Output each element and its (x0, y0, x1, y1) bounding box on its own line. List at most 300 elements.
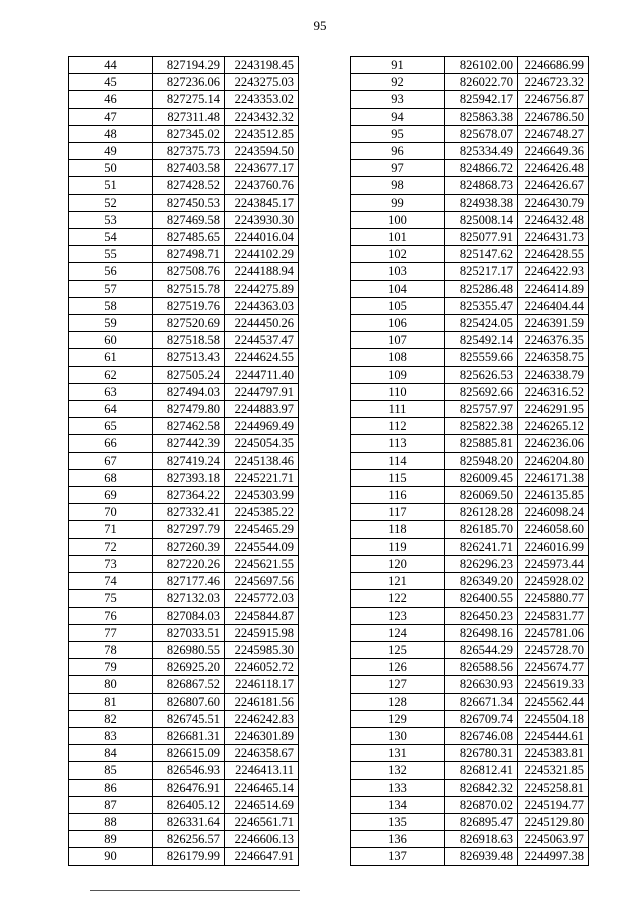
table-row (69, 796, 299, 813)
point-number-cell: 90 (69, 848, 153, 865)
x-coordinate-cell: 826681.31 (153, 727, 225, 744)
x-coordinate-cell: 827236.06 (153, 74, 225, 91)
y-coordinate-cell: 2243677.17 (225, 160, 299, 177)
x-coordinate-cell: 826185.70 (445, 521, 518, 538)
point-number-cell: 114 (351, 452, 445, 469)
table-row (351, 831, 589, 848)
y-coordinate-cell: 2245054.35 (225, 435, 299, 452)
x-coordinate-cell: 827311.48 (153, 108, 225, 125)
table-row (351, 469, 589, 486)
y-coordinate-cell: 2246606.13 (225, 831, 299, 848)
point-number-cell: 46 (69, 91, 153, 108)
y-coordinate-cell: 2245063.97 (518, 831, 589, 848)
x-coordinate-cell: 825286.48 (445, 280, 518, 297)
point-number-cell: 50 (69, 160, 153, 177)
table-row (69, 762, 299, 779)
point-number-cell: 92 (351, 74, 445, 91)
point-number-cell: 52 (69, 194, 153, 211)
y-coordinate-cell: 2243432.32 (225, 108, 299, 125)
y-coordinate-cell: 2245504.18 (518, 710, 589, 727)
x-coordinate-cell: 825885.81 (445, 435, 518, 452)
y-coordinate-cell: 2245831.77 (518, 607, 589, 624)
x-coordinate-cell: 825147.62 (445, 246, 518, 263)
table-row (351, 177, 589, 194)
y-coordinate-cell: 2244797.91 (225, 383, 299, 400)
x-coordinate-cell: 825678.07 (445, 125, 518, 142)
point-number-cell: 84 (69, 745, 153, 762)
y-coordinate-cell: 2246358.67 (225, 745, 299, 762)
x-coordinate-cell: 825822.38 (445, 418, 518, 435)
point-number-cell: 87 (69, 796, 153, 813)
table-row (69, 143, 299, 160)
point-number-cell: 107 (351, 332, 445, 349)
footer-rule (90, 890, 300, 891)
table-row (351, 418, 589, 435)
point-number-cell: 111 (351, 401, 445, 418)
point-number-cell: 117 (351, 504, 445, 521)
x-coordinate-cell: 827518.58 (153, 332, 225, 349)
point-number-cell: 122 (351, 590, 445, 607)
point-number-cell: 99 (351, 194, 445, 211)
point-number-cell: 115 (351, 469, 445, 486)
point-number-cell: 119 (351, 538, 445, 555)
table-row (351, 779, 589, 796)
point-number-cell: 45 (69, 74, 153, 91)
table-row (69, 194, 299, 211)
point-number-cell: 135 (351, 813, 445, 830)
x-coordinate-cell: 825948.20 (445, 452, 518, 469)
table-row (351, 590, 589, 607)
y-coordinate-cell: 2243594.50 (225, 143, 299, 160)
point-number-cell: 54 (69, 229, 153, 246)
point-number-cell: 51 (69, 177, 153, 194)
table-row (69, 659, 299, 676)
y-coordinate-cell: 2246316.52 (518, 383, 589, 400)
point-number-cell: 103 (351, 263, 445, 280)
y-coordinate-cell: 2246404.44 (518, 297, 589, 314)
x-coordinate-cell: 825217.17 (445, 263, 518, 280)
table-row (69, 504, 299, 521)
point-number-cell: 118 (351, 521, 445, 538)
point-number-cell: 116 (351, 487, 445, 504)
table-row (69, 590, 299, 607)
table-row (351, 573, 589, 590)
point-number-cell: 48 (69, 125, 153, 142)
x-coordinate-cell: 827515.78 (153, 280, 225, 297)
point-number-cell: 110 (351, 383, 445, 400)
x-coordinate-cell: 827132.03 (153, 590, 225, 607)
x-coordinate-cell: 826588.56 (445, 659, 518, 676)
table-row (351, 710, 589, 727)
table-row (69, 452, 299, 469)
table-row (351, 813, 589, 830)
x-coordinate-cell: 827177.46 (153, 573, 225, 590)
x-coordinate-cell: 826544.29 (445, 641, 518, 658)
y-coordinate-cell: 2243198.45 (225, 57, 299, 74)
point-number-cell: 55 (69, 246, 153, 263)
point-number-cell: 53 (69, 211, 153, 228)
table-row (69, 263, 299, 280)
table-row (69, 108, 299, 125)
y-coordinate-cell: 2246430.79 (518, 194, 589, 211)
x-coordinate-cell: 827442.39 (153, 435, 225, 452)
x-coordinate-cell: 827428.52 (153, 177, 225, 194)
point-number-cell: 136 (351, 831, 445, 848)
point-number-cell: 77 (69, 624, 153, 641)
y-coordinate-cell: 2246428.55 (518, 246, 589, 263)
y-coordinate-cell: 2246391.59 (518, 315, 589, 332)
point-number-cell: 97 (351, 160, 445, 177)
table-row (351, 693, 589, 710)
y-coordinate-cell: 2244711.40 (225, 366, 299, 383)
x-coordinate-cell: 827345.02 (153, 125, 225, 142)
y-coordinate-cell: 2246171.38 (518, 469, 589, 486)
table-row (69, 538, 299, 555)
x-coordinate-cell: 824938.38 (445, 194, 518, 211)
y-coordinate-cell: 2245781.06 (518, 624, 589, 641)
y-coordinate-cell: 2244102.29 (225, 246, 299, 263)
y-coordinate-cell: 2246748.27 (518, 125, 589, 142)
x-coordinate-cell: 826256.57 (153, 831, 225, 848)
point-number-cell: 71 (69, 521, 153, 538)
table-row (351, 607, 589, 624)
x-coordinate-cell: 827513.43 (153, 349, 225, 366)
y-coordinate-cell: 2245303.99 (225, 487, 299, 504)
x-coordinate-cell: 826895.47 (445, 813, 518, 830)
y-coordinate-cell: 2245544.09 (225, 538, 299, 555)
point-number-cell: 113 (351, 435, 445, 452)
x-coordinate-cell: 826671.34 (445, 693, 518, 710)
y-coordinate-cell: 2245129.80 (518, 813, 589, 830)
table-row (69, 366, 299, 383)
point-number-cell: 64 (69, 401, 153, 418)
point-number-cell: 44 (69, 57, 153, 74)
table-row (69, 779, 299, 796)
table-row (351, 435, 589, 452)
table-row (351, 229, 589, 246)
table-row (351, 762, 589, 779)
x-coordinate-cell: 827505.24 (153, 366, 225, 383)
point-number-cell: 102 (351, 246, 445, 263)
table-row (69, 745, 299, 762)
x-coordinate-cell: 827479.80 (153, 401, 225, 418)
x-coordinate-cell: 826870.02 (445, 796, 518, 813)
coordinate-table-right (350, 56, 589, 866)
y-coordinate-cell: 2245674.77 (518, 659, 589, 676)
y-coordinate-cell: 2246338.79 (518, 366, 589, 383)
table-row (69, 641, 299, 658)
point-number-cell: 134 (351, 796, 445, 813)
point-number-cell: 126 (351, 659, 445, 676)
x-coordinate-cell: 827364.22 (153, 487, 225, 504)
x-coordinate-cell: 825492.14 (445, 332, 518, 349)
table-row (351, 641, 589, 658)
x-coordinate-cell: 827260.39 (153, 538, 225, 555)
x-coordinate-cell: 826812.41 (445, 762, 518, 779)
point-number-cell: 132 (351, 762, 445, 779)
point-number-cell: 81 (69, 693, 153, 710)
table-row (69, 246, 299, 263)
y-coordinate-cell: 2245321.85 (518, 762, 589, 779)
x-coordinate-cell: 825077.91 (445, 229, 518, 246)
x-coordinate-cell: 825626.53 (445, 366, 518, 383)
y-coordinate-cell: 2245697.56 (225, 573, 299, 590)
x-coordinate-cell: 827375.73 (153, 143, 225, 160)
y-coordinate-cell: 2245194.77 (518, 796, 589, 813)
table-body-left (69, 57, 299, 866)
y-coordinate-cell: 2245728.70 (518, 641, 589, 658)
point-number-cell: 76 (69, 607, 153, 624)
table-row (351, 280, 589, 297)
y-coordinate-cell: 2244537.47 (225, 332, 299, 349)
point-number-cell: 59 (69, 315, 153, 332)
table-row (69, 211, 299, 228)
x-coordinate-cell: 826867.52 (153, 676, 225, 693)
table-row (69, 229, 299, 246)
table-row (351, 349, 589, 366)
y-coordinate-cell: 2246647.91 (225, 848, 299, 865)
point-number-cell: 60 (69, 332, 153, 349)
x-coordinate-cell: 826842.32 (445, 779, 518, 796)
y-coordinate-cell: 2245465.29 (225, 521, 299, 538)
x-coordinate-cell: 826746.08 (445, 727, 518, 744)
point-number-cell: 78 (69, 641, 153, 658)
y-coordinate-cell: 2246236.06 (518, 435, 589, 452)
x-coordinate-cell: 827498.71 (153, 246, 225, 263)
x-coordinate-cell: 827494.03 (153, 383, 225, 400)
y-coordinate-cell: 2246723.32 (518, 74, 589, 91)
point-number-cell: 61 (69, 349, 153, 366)
y-coordinate-cell: 2246561.71 (225, 813, 299, 830)
y-coordinate-cell: 2245915.98 (225, 624, 299, 641)
y-coordinate-cell: 2244363.03 (225, 297, 299, 314)
y-coordinate-cell: 2243275.03 (225, 74, 299, 91)
y-coordinate-cell: 2245973.44 (518, 555, 589, 572)
point-number-cell: 101 (351, 229, 445, 246)
y-coordinate-cell: 2245772.03 (225, 590, 299, 607)
point-number-cell: 69 (69, 487, 153, 504)
x-coordinate-cell: 826102.00 (445, 57, 518, 74)
table-row (351, 538, 589, 555)
point-number-cell: 82 (69, 710, 153, 727)
y-coordinate-cell: 2246431.73 (518, 229, 589, 246)
y-coordinate-cell: 2245385.22 (225, 504, 299, 521)
point-number-cell: 86 (69, 779, 153, 796)
y-coordinate-cell: 2244883.97 (225, 401, 299, 418)
y-coordinate-cell: 2245562.44 (518, 693, 589, 710)
x-coordinate-cell: 827220.26 (153, 555, 225, 572)
y-coordinate-cell: 2246465.14 (225, 779, 299, 796)
table-row (69, 607, 299, 624)
table-row (351, 297, 589, 314)
y-coordinate-cell: 2243760.76 (225, 177, 299, 194)
y-coordinate-cell: 2246426.48 (518, 160, 589, 177)
table-row (69, 710, 299, 727)
x-coordinate-cell: 827033.51 (153, 624, 225, 641)
x-coordinate-cell: 827194.29 (153, 57, 225, 74)
x-coordinate-cell: 825334.49 (445, 143, 518, 160)
point-number-cell: 109 (351, 366, 445, 383)
table-row (69, 177, 299, 194)
y-coordinate-cell: 2246181.56 (225, 693, 299, 710)
table-row (351, 659, 589, 676)
y-coordinate-cell: 2244450.26 (225, 315, 299, 332)
point-number-cell: 128 (351, 693, 445, 710)
point-number-cell: 91 (351, 57, 445, 74)
table-row (351, 160, 589, 177)
y-coordinate-cell: 2246414.89 (518, 280, 589, 297)
y-coordinate-cell: 2243512.85 (225, 125, 299, 142)
table-row (351, 315, 589, 332)
table-row (69, 91, 299, 108)
x-coordinate-cell: 827332.41 (153, 504, 225, 521)
x-coordinate-cell: 826405.12 (153, 796, 225, 813)
point-number-cell: 98 (351, 177, 445, 194)
y-coordinate-cell: 2246432.48 (518, 211, 589, 228)
point-number-cell: 80 (69, 676, 153, 693)
x-coordinate-cell: 826296.23 (445, 555, 518, 572)
y-coordinate-cell: 2245880.77 (518, 590, 589, 607)
table-row (69, 521, 299, 538)
y-coordinate-cell: 2246058.60 (518, 521, 589, 538)
x-coordinate-cell: 827393.18 (153, 469, 225, 486)
y-coordinate-cell: 2243353.02 (225, 91, 299, 108)
table-row (69, 57, 299, 74)
x-coordinate-cell: 827485.65 (153, 229, 225, 246)
point-number-cell: 79 (69, 659, 153, 676)
x-coordinate-cell: 826400.55 (445, 590, 518, 607)
x-coordinate-cell: 827084.03 (153, 607, 225, 624)
y-coordinate-cell: 2244969.49 (225, 418, 299, 435)
point-number-cell: 125 (351, 641, 445, 658)
x-coordinate-cell: 827519.76 (153, 297, 225, 314)
table-row (351, 57, 589, 74)
table-row (69, 848, 299, 865)
table-row (351, 727, 589, 744)
x-coordinate-cell: 825559.66 (445, 349, 518, 366)
x-coordinate-cell: 826331.64 (153, 813, 225, 830)
x-coordinate-cell: 825424.05 (445, 315, 518, 332)
point-number-cell: 68 (69, 469, 153, 486)
y-coordinate-cell: 2245138.46 (225, 452, 299, 469)
point-number-cell: 49 (69, 143, 153, 160)
x-coordinate-cell: 826241.71 (445, 538, 518, 555)
table-row (69, 160, 299, 177)
x-coordinate-cell: 826546.93 (153, 762, 225, 779)
point-number-cell: 67 (69, 452, 153, 469)
table-row (351, 194, 589, 211)
y-coordinate-cell: 2243845.17 (225, 194, 299, 211)
x-coordinate-cell: 827462.58 (153, 418, 225, 435)
y-coordinate-cell: 2246052.72 (225, 659, 299, 676)
point-number-cell: 70 (69, 504, 153, 521)
table-row (69, 74, 299, 91)
y-coordinate-cell: 2246291.95 (518, 401, 589, 418)
x-coordinate-cell: 826615.09 (153, 745, 225, 762)
x-coordinate-cell: 824866.72 (445, 160, 518, 177)
table-row (351, 108, 589, 125)
page-number: 95 (313, 18, 327, 33)
y-coordinate-cell: 2245444.61 (518, 727, 589, 744)
point-number-cell: 75 (69, 590, 153, 607)
table-row (351, 555, 589, 572)
table-row (69, 332, 299, 349)
y-coordinate-cell: 2245621.55 (225, 555, 299, 572)
y-coordinate-cell: 2246376.35 (518, 332, 589, 349)
point-number-cell: 89 (69, 831, 153, 848)
table-row (69, 383, 299, 400)
point-number-cell: 127 (351, 676, 445, 693)
y-coordinate-cell: 2246413.11 (225, 762, 299, 779)
table-row (69, 280, 299, 297)
x-coordinate-cell: 826476.91 (153, 779, 225, 796)
x-coordinate-cell: 826745.51 (153, 710, 225, 727)
table-row (69, 401, 299, 418)
table-row (351, 91, 589, 108)
point-number-cell: 83 (69, 727, 153, 744)
table-row (351, 246, 589, 263)
table-row (69, 693, 299, 710)
point-number-cell: 137 (351, 848, 445, 865)
point-number-cell: 56 (69, 263, 153, 280)
y-coordinate-cell: 2246098.24 (518, 504, 589, 521)
point-number-cell: 131 (351, 745, 445, 762)
x-coordinate-cell: 826980.55 (153, 641, 225, 658)
table-row (69, 487, 299, 504)
table-row (69, 125, 299, 142)
point-number-cell: 65 (69, 418, 153, 435)
table-row (351, 745, 589, 762)
table-row (351, 125, 589, 142)
x-coordinate-cell: 826069.50 (445, 487, 518, 504)
y-coordinate-cell: 2245221.71 (225, 469, 299, 486)
x-coordinate-cell: 826450.23 (445, 607, 518, 624)
x-coordinate-cell: 827403.58 (153, 160, 225, 177)
point-number-cell: 94 (351, 108, 445, 125)
x-coordinate-cell: 827419.24 (153, 452, 225, 469)
y-coordinate-cell: 2245383.81 (518, 745, 589, 762)
x-coordinate-cell: 825942.17 (445, 91, 518, 108)
point-number-cell: 66 (69, 435, 153, 452)
table-row (351, 848, 589, 865)
x-coordinate-cell: 825355.47 (445, 297, 518, 314)
y-coordinate-cell: 2246265.12 (518, 418, 589, 435)
point-number-cell: 123 (351, 607, 445, 624)
x-coordinate-cell: 826349.20 (445, 573, 518, 590)
y-coordinate-cell: 2246301.89 (225, 727, 299, 744)
table-row (351, 401, 589, 418)
x-coordinate-cell: 827297.79 (153, 521, 225, 538)
table-row (69, 315, 299, 332)
y-coordinate-cell: 2246756.87 (518, 91, 589, 108)
y-coordinate-cell: 2245258.81 (518, 779, 589, 796)
table-row (69, 469, 299, 486)
point-number-cell: 93 (351, 91, 445, 108)
point-number-cell: 63 (69, 383, 153, 400)
table-row (351, 624, 589, 641)
y-coordinate-cell: 2244997.38 (518, 848, 589, 865)
point-number-cell: 58 (69, 297, 153, 314)
point-number-cell: 57 (69, 280, 153, 297)
y-coordinate-cell: 2245928.02 (518, 573, 589, 590)
x-coordinate-cell: 826925.20 (153, 659, 225, 676)
table-row (69, 813, 299, 830)
x-coordinate-cell: 826009.45 (445, 469, 518, 486)
table-row (351, 383, 589, 400)
y-coordinate-cell: 2246204.80 (518, 452, 589, 469)
x-coordinate-cell: 825863.38 (445, 108, 518, 125)
x-coordinate-cell: 824868.73 (445, 177, 518, 194)
